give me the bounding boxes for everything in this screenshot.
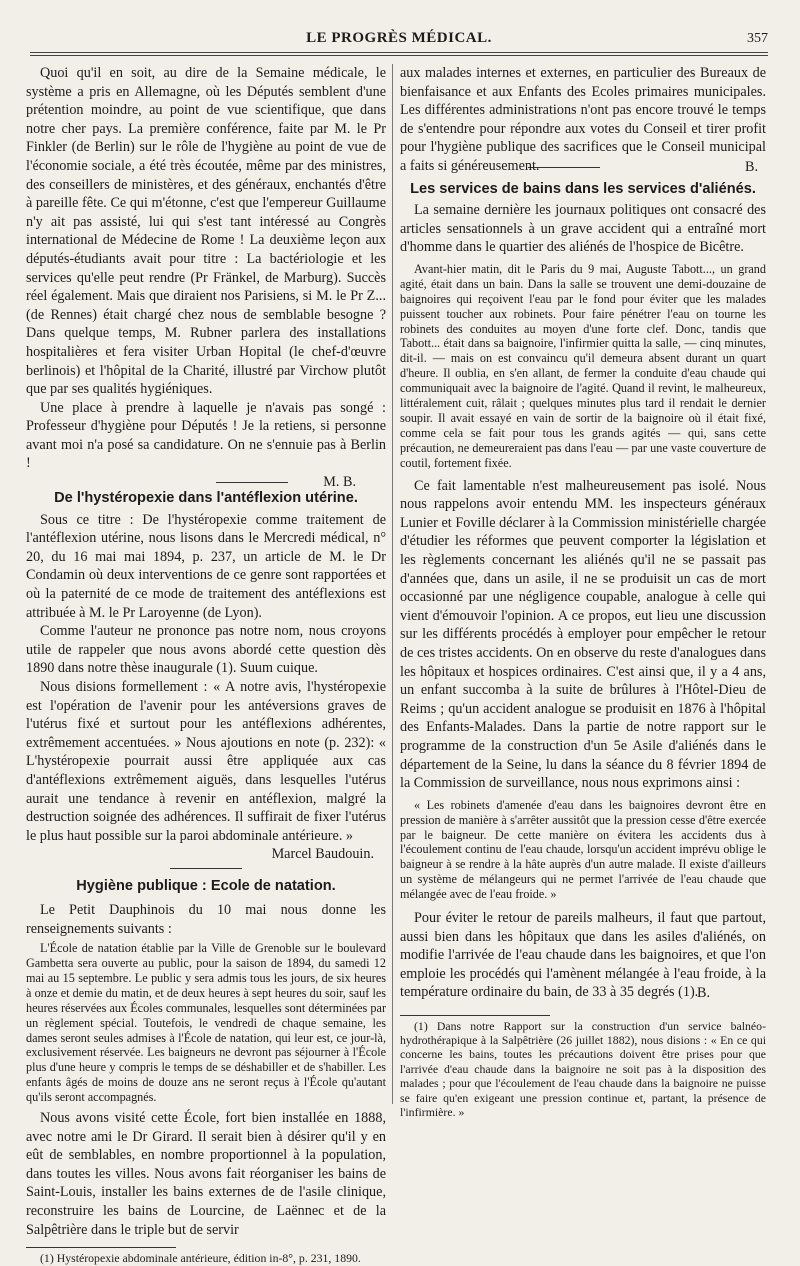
quote-paris-tabott: Avant-hier matin, dit le Paris du 9 mai, Auguste Tabott..., un grand agité, était dans un bain. Dans la salle se trouvent une demi-douzaine de baignoires qui reçoivent l'eau par le fond pour éviter que les malades puissent toucher aux robinets. Pour faire pénétrer l'eau on tourne les robinets des conduites au moyen d'une forte clef. Donc, tandis que Tabott... était dans sa baignoire, l'infirmier quitta la salle, — cinq minutes, dit-il. — mais on est convaincu qu'il demeura absent durant un quart d'heure. Il oublia, en s'en allant, de fermer la conduite d'eau chaude qui communiquait avec la baignoire de l'agité. Quand il revint, le malheureux, littéralement cuit, râlait ; quelques minutes plus tard il rendait le dernier soupir. Il avait essayé en vain de sortir de la baignoire où il était fixé, comme cela se fait pour tous les grands agités — qui, sans cette précaution, ne demeureraient pas dans l'eau — par une vaste couverture de coutil, fortement fixée. [400, 261, 766, 470]
left-column [26, 64, 386, 1266]
heading-ecole-natation: Hygiène publique : Ecole de natation. [76, 877, 336, 894]
paragraph-berlin-congress: Quoi qu'il en soit, au dire de la Semaine médicale, le système a pris en Allemagne, où les Députés semblent d'une prétention moindre, au point de vue scientifique, que dans notre cher pays. La première conférence, faite par M. le Pr Finkler (de Berlin) sur le rôle de l'hygiène au point de vue de l'économie sociale, a été très écoutée, même par des ministres, des conseillers de ministères, et des généraux, enchantés d'être à pareille fête. Ce qui m'étonne, c'est que l'empereur Guillaume n'y ait pas assisté, lui qui s'est tant intéressé au Congrès international de Médecine de Rome ! La deuxième leçon aux députés-étudiants avait pour titre : La bactériologie et les services qu'elle peut rendre (Pr Fränkel, de Marburg). Succès réel également. Mais que diraient nos Parisiens, si M. le Pr Z... (de Rennes) était chargé chez nous de semblable besogne ? Dans quelque temps, M. Rubner parlera des installations hospitalières et fera visiter Urban Hopital (le chef-d'œuvre berlinois) et l'hôpital de la Charité, illustré par Virchow plutôt que par ses qualités hygiéniques. [26, 65, 386, 398]
signature-b-2: B. [696, 985, 710, 1002]
paragraph-hygiene-professor: Une place à prendre à laquelle je n'avais pas songé : Professeur d'hygiène pour Députés ! Je la retiens, si personne avant moi n'a posé sa candidature. On ne s'ennuie pas à Berlin ! [26, 399, 386, 472]
footnote-rule [26, 1247, 176, 1248]
section-separator [216, 482, 288, 483]
paragraph-condamin-article: Sous ce titre : De l'hystéropexie comme traitement de l'antéflexion utérine, nous lisons dans le Mercredi médical, n° 20, du 16 mai mai 1894, p. 237, un article de M. le Dr Condamin où deux interventions de ce genre sont rapportées et où la paternité de ce mode de traitement des antéflexions est attribuée à M. le Pr Laroyenne (de Lyon). [26, 511, 386, 621]
right-column [400, 64, 766, 1119]
heading-bains-alienes: Les services de bains dans les services d'aliénés. [410, 181, 756, 198]
paragraph-thesis-1890: Comme l'auteur ne prononce pas notre nom, nous croyons utile de rappeler que nous avons abordé cette question dès 1890 dans notre thèse inaugurale (1). Suum cuique. [26, 623, 386, 677]
signature-b-1: B. [744, 158, 758, 175]
section-separator [170, 868, 242, 869]
running-title: LE PROGRÈS MÉDICAL. [306, 30, 492, 46]
paragraph-accident-bicetre: La semaine dernière les journaux politiques ont consacré des articles sensationnels à un grave accident qui a entraîné mort d'homme dans le quartier des aliénés de l'hospice de Bicêtre. [400, 202, 766, 256]
paragraph-hysteropexie-quote: Nous disions formellement : « A notre avis, l'hystéropexie est l'opération de l'avenir pour les antéversions graves de l'utérus fixé et surtout pour les antéflexions adhérentes, extrêmement accentuées. » Nous ajoutions en note (p. 232): « L'hystéropexie pourrait aussi être appliquée aux cas d'antéflexions extrêmement aiguës, dans lesquelles l'utérus aurait une tendance à revenir en antéflexion, malgré la destruction soignée des adhérences. Il suffirait de fixer l'utérus le plus haut possible sur la paroi abdominale antérieure. » [26, 679, 386, 844]
paragraph-bains-saint-louis: Nous avons visité cette École, fort bien installée en 1888, avec notre ami le Dr Girard. Il serait bien à désirer qu'il y en eût de semblables, en nombre proportionnel à la population, dans toutes les villes. Nous avons fait réorganiser les bains de Saint-Louis, installer les bains externes de de l'asile clinique, reconstruire les bains de Lourcine, de Laënnec et de la Salpêtrière dans le triple but de servir [26, 1110, 386, 1238]
footnote-hysteropexie: (1) Hystéropexie abdominale antérieure, édition in-8°, p. 231, 1890. [40, 1251, 361, 1266]
paragraph-fait-lamentable: Ce fait lamentable n'est malheureusement pas isolé. Nous nous rappelons avoir entendu MM. les inspecteurs généraux Lunier et Foville déclarer à la Commission ministérielle chargée d'étudier les réformes que peuvent comporter la législation et les règlements concernant les aliénés qu'il ne se passait pas d'années que, dans un asile, il ne se produisit un cas de mort occasionné par une négligence coupable, analogue à celle qui vient d'émouvoir l'opinion. A ce propos, eut lieu une discussion sur les différents procédés à employer pour empêcher le retour de ces tristes accidents. On en observe du reste d'analogues dans les hôpitaux et hospices ordinaires. C'est ainsi que, il y a 4 ans, un enfant succomba à la suite de brûlures à l'Hôtel-Dieu de Reims ; qu'un accident analogue se produisit en 1876 à l'hôpital des Enfants-Malades. Dans la partie de notre rapport sur le programme de la construction d'un 5e Asile d'aliénés dans le département de la Seine, lu dans la séance du 8 février 1894 de la Commission de surveillance, nous nous exprimons ainsi : [400, 477, 766, 792]
footnote-rapport-salpetriere: (1) Dans notre Rapport sur la construction d'un service balnéo-hydrothérapique à la Salpêtrière (26 juillet 1882), nous disions : « En ce qui concerne les bains, toutes les précautions doivent être prises pour que l'arrivée d'eau chaude dans la baignoire ne soit pas à la disposition des malades ; pour que l'écoulement de l'eau chaude dans la baignoire ne puisse se faire qu'en exigeant une pression continue et, partant, la présence de l'infirmière. » [400, 1018, 766, 1120]
signature-baudouin: Marcel Baudouin. [271, 846, 374, 863]
quote-ecole-natation: L'École de natation établie par la Ville de Grenoble sur le boulevard Gambetta sera ouverte au public, pour la saison de 1894, du samedi 12 mai au 15 septembre. Le public y sera admis tous les jours, de six heures à onze et demie du matin, et de deux heures à sept heures du soir, sauf les heures réservées aux Écoles communales, lesquelles sont déterminées par un règlement spécial. Toutefois, le vendredi de chaque semaine, les dames seront seules admises à l'École de natation, qui leur est, ce jour-là, exclusivement réservée. Les baigneurs ne devront pas séjourner à l'École plus d'une heure y compris le temps de se déshabiller et de s'habiller. Les enfants âgés de moins de douze ans ne seront reçus à l'École qu'autant qu'ils seront accompagnés. [26, 941, 386, 1105]
paragraph-eviter-retour: Pour éviter le retour de pareils malheurs, il faut que partout, aussi bien dans les hôpitaux que dans les asiles d'aliénés, on modifie l'arrivée de l'eau chaude dans les baignoires, et que l'on emploie les procédés qui l'amènent mélangée à l'eau froide, à la température ordinaire du bain, de 33 à 35 degrés (1). [400, 910, 766, 1001]
paragraph-petit-dauphinois: Le Petit Dauphinois du 10 mai nous donne les renseignements suivants : [26, 901, 386, 937]
signature-mb: M. B. [323, 474, 356, 491]
column-divider [392, 64, 393, 1104]
page-header [30, 30, 768, 52]
footnote-rule [400, 1015, 550, 1016]
header-rule-double [30, 55, 768, 56]
paragraph-malades-externes: aux malades internes et externes, en particulier des Bureaux de bienfaisance et aux Enfants des Ecoles primaires municipales. Les différentes administrations n'ont pas encore trouvé le temps de s'entendre pour répondre aux votes du Conseil et tirer profit pour l'hygiène publique des sacrifices que le Conseil municipal a faits si généreusement. [400, 65, 766, 174]
heading-hysteropexie: De l'hystéropexie dans l'antéflexion utérine. [54, 489, 358, 506]
quote-robinets: « Les robinets d'amenée d'eau dans les baignoires devront être en pression de manière à s'arrêter aussitôt que la pression cesse d'être exercée par le baigneur. De cette manière on évitera les accidents dus à l'écoulement continu de l'eau chaude, lorsqu'un accident imprévu oblige le baigneur à se rendre à la hâte auprès d'un autre malade. Il existe d'ailleurs un système de mélangeurs qui ne permet l'arrivée de l'eau chaude que mélangée avec de l'eau froide. » [400, 797, 766, 902]
page-number: 357 [747, 31, 768, 46]
header-rule [30, 52, 768, 53]
